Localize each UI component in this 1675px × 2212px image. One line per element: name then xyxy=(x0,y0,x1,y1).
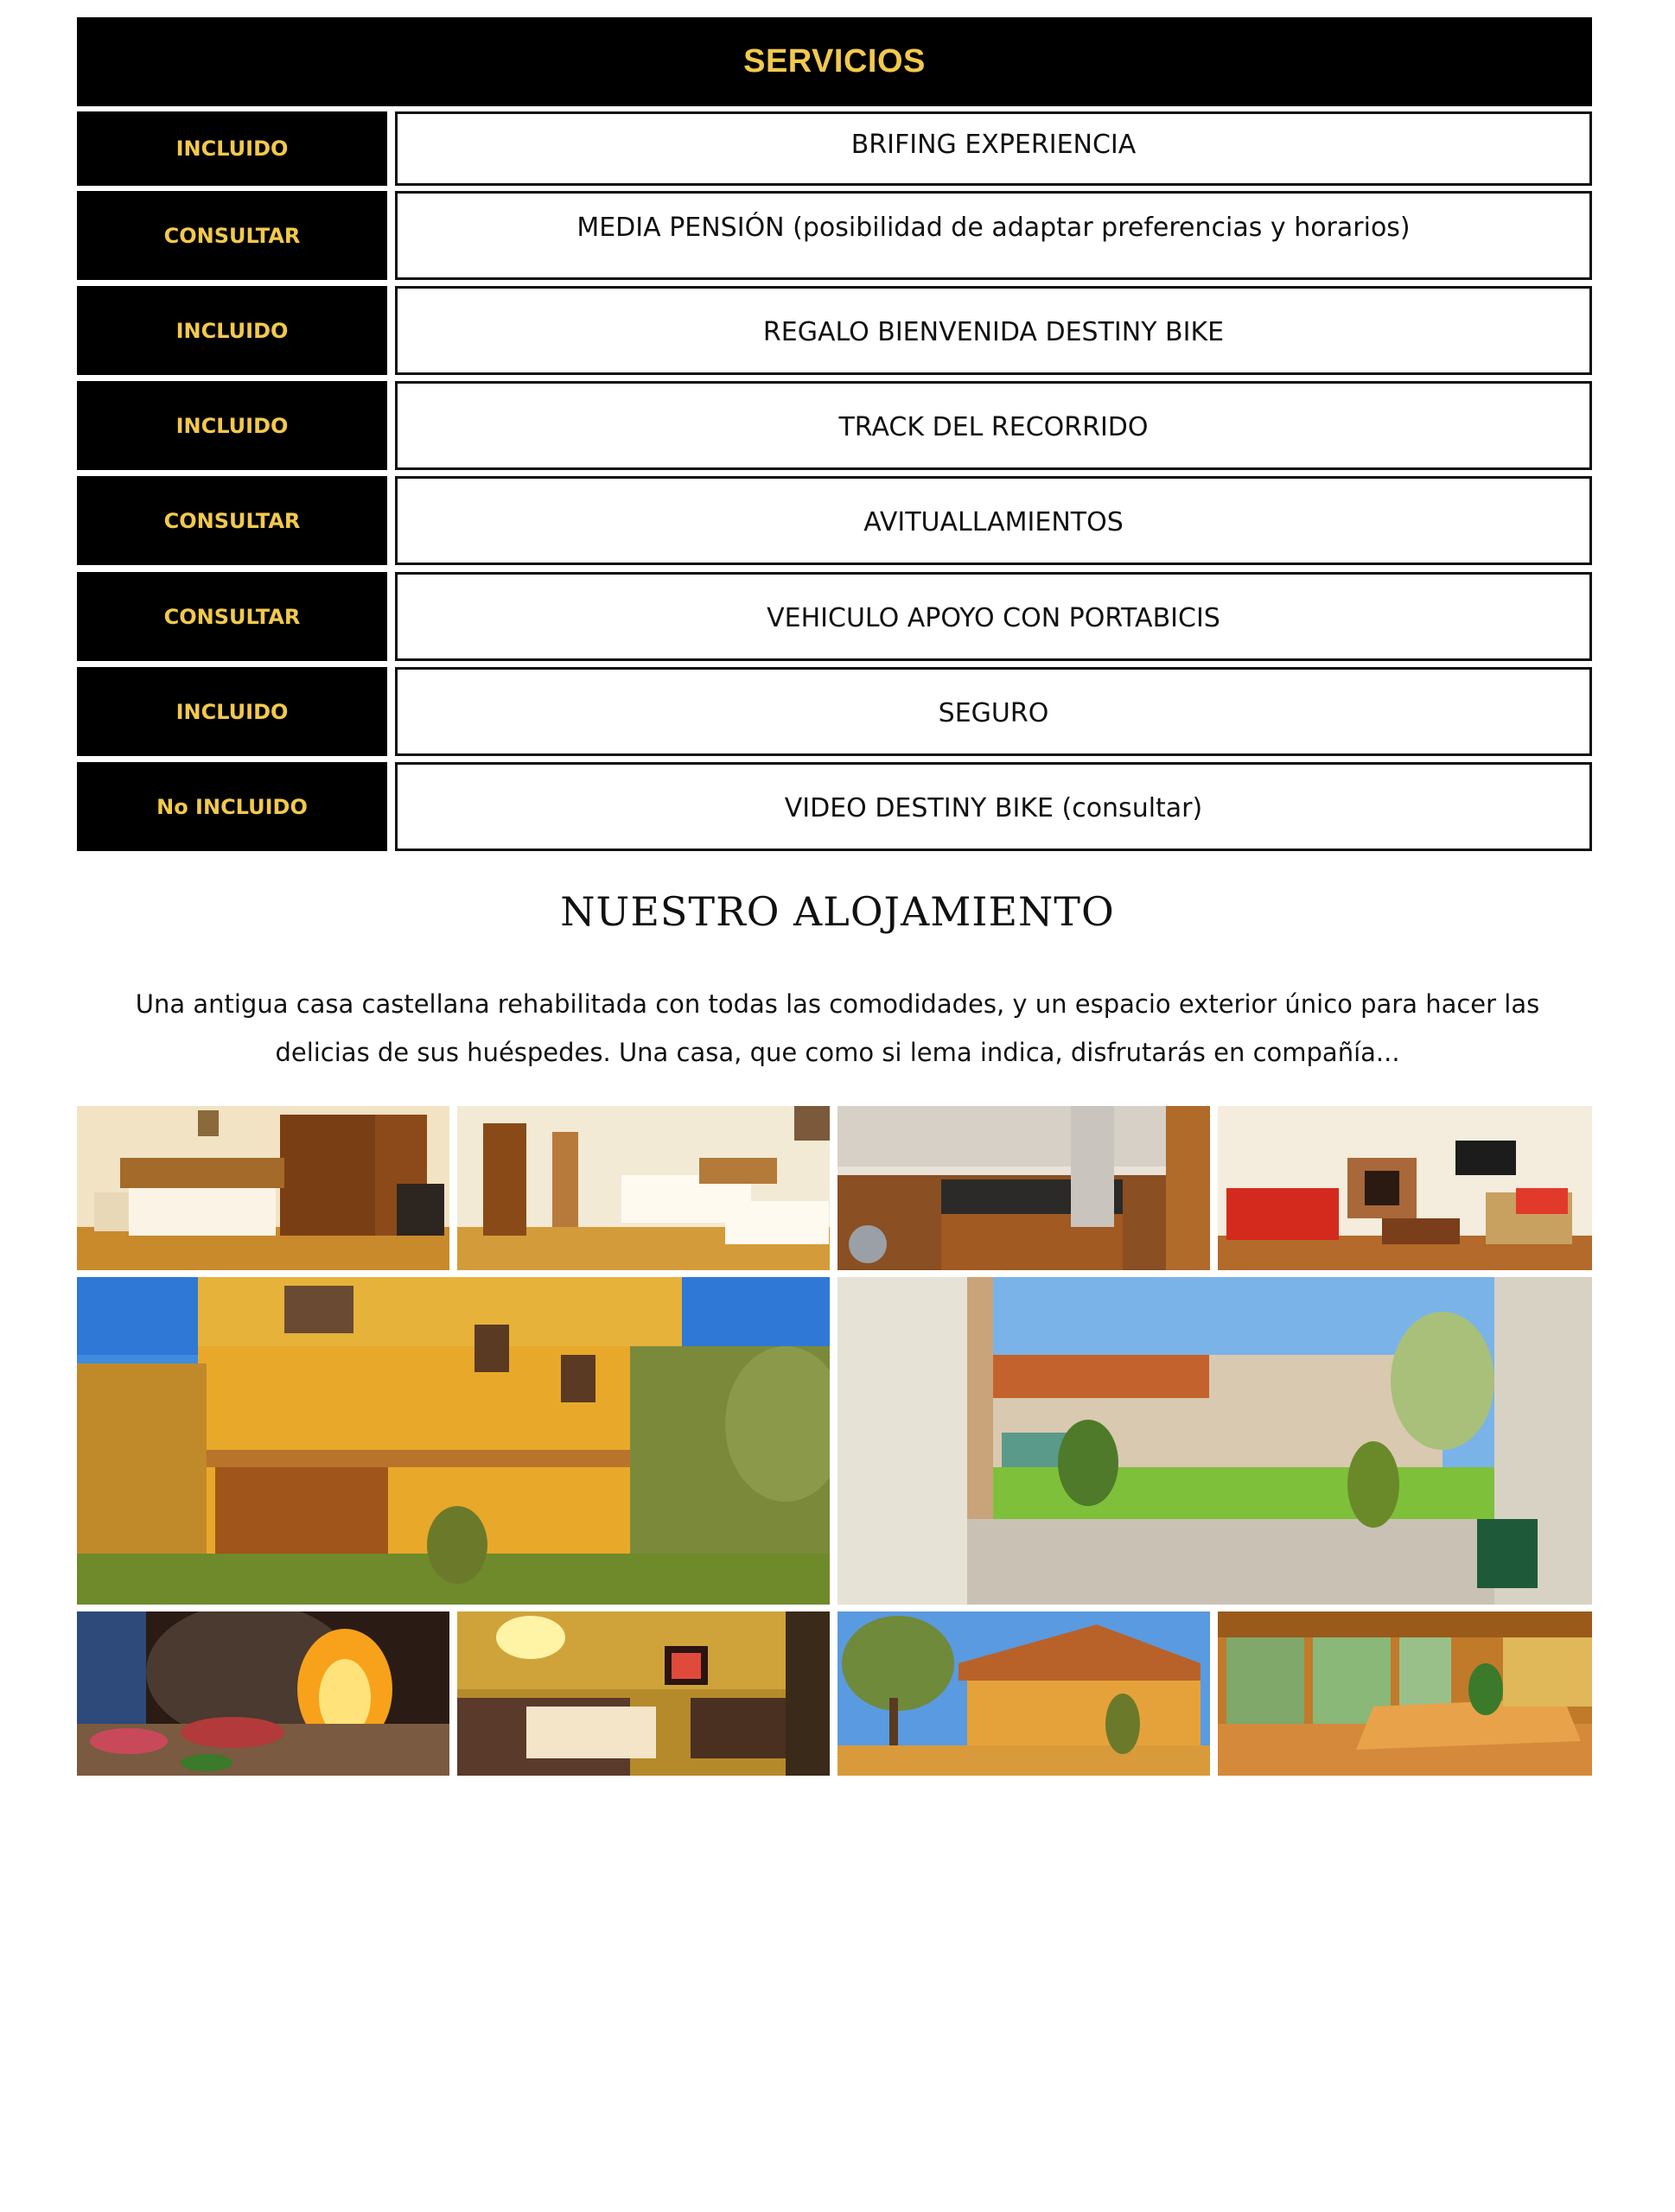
status-badge: CONSULTAR xyxy=(77,476,387,565)
service-row xyxy=(77,286,1592,375)
status-badge: INCLUIDO xyxy=(77,286,387,375)
status-badge: INCLUIDO xyxy=(77,111,387,186)
accommodation-title: NUESTRO ALOJAMIENTO xyxy=(560,888,1115,935)
kitchen-photo xyxy=(838,1106,1210,1270)
status-badge: INCLUIDO xyxy=(77,381,387,470)
status-badge: CONSULTAR xyxy=(77,572,387,661)
status-badge: No INCLUIDO xyxy=(77,762,387,851)
service-row xyxy=(77,667,1592,756)
service-cell: REGALO BIENVENIDA DESTINY BIKE xyxy=(395,286,1592,375)
courtyard-photo xyxy=(838,1277,1592,1605)
accommodation-description: Una antigua casa castellana rehabilitada con todas las comodidades, y un espacio exterior único para hacer las delicias de sus huéspedes. Una casa, que como si lema indica, disfrutarás en compañía... xyxy=(135,989,1540,1067)
service-row xyxy=(77,381,1592,470)
service-row xyxy=(77,762,1592,851)
service-row xyxy=(77,111,1592,186)
porch-photo xyxy=(1218,1611,1592,1776)
garden-house-photo xyxy=(838,1611,1210,1776)
status-badge: CONSULTAR xyxy=(77,191,387,280)
bedroom-double-photo xyxy=(77,1106,449,1270)
lounge-photo xyxy=(457,1611,830,1776)
barbecue-photo xyxy=(77,1611,449,1776)
service-cell: BRIFING EXPERIENCIA xyxy=(395,111,1592,186)
service-row xyxy=(77,191,1592,280)
living-room-photo xyxy=(1218,1106,1592,1270)
service-cell: TRACK DEL RECORRIDO xyxy=(395,381,1592,470)
service-cell: VIDEO DESTINY BIKE (consultar) xyxy=(395,762,1592,851)
status-badge: INCLUIDO xyxy=(77,667,387,756)
service-cell: MEDIA PENSIÓN (posibilidad de adaptar preferencias y horarios) xyxy=(395,191,1592,280)
house-facade-photo xyxy=(77,1277,830,1605)
service-cell: VEHICULO APOYO CON PORTABICIS xyxy=(395,572,1592,661)
services-title: SERVICIOS xyxy=(743,43,926,79)
service-row xyxy=(77,476,1592,565)
bedroom-twin-photo xyxy=(457,1106,830,1270)
service-row xyxy=(77,572,1592,661)
service-cell: SEGURO xyxy=(395,667,1592,756)
service-cell: AVITUALLAMIENTOS xyxy=(395,476,1592,565)
services-header xyxy=(77,17,1592,106)
